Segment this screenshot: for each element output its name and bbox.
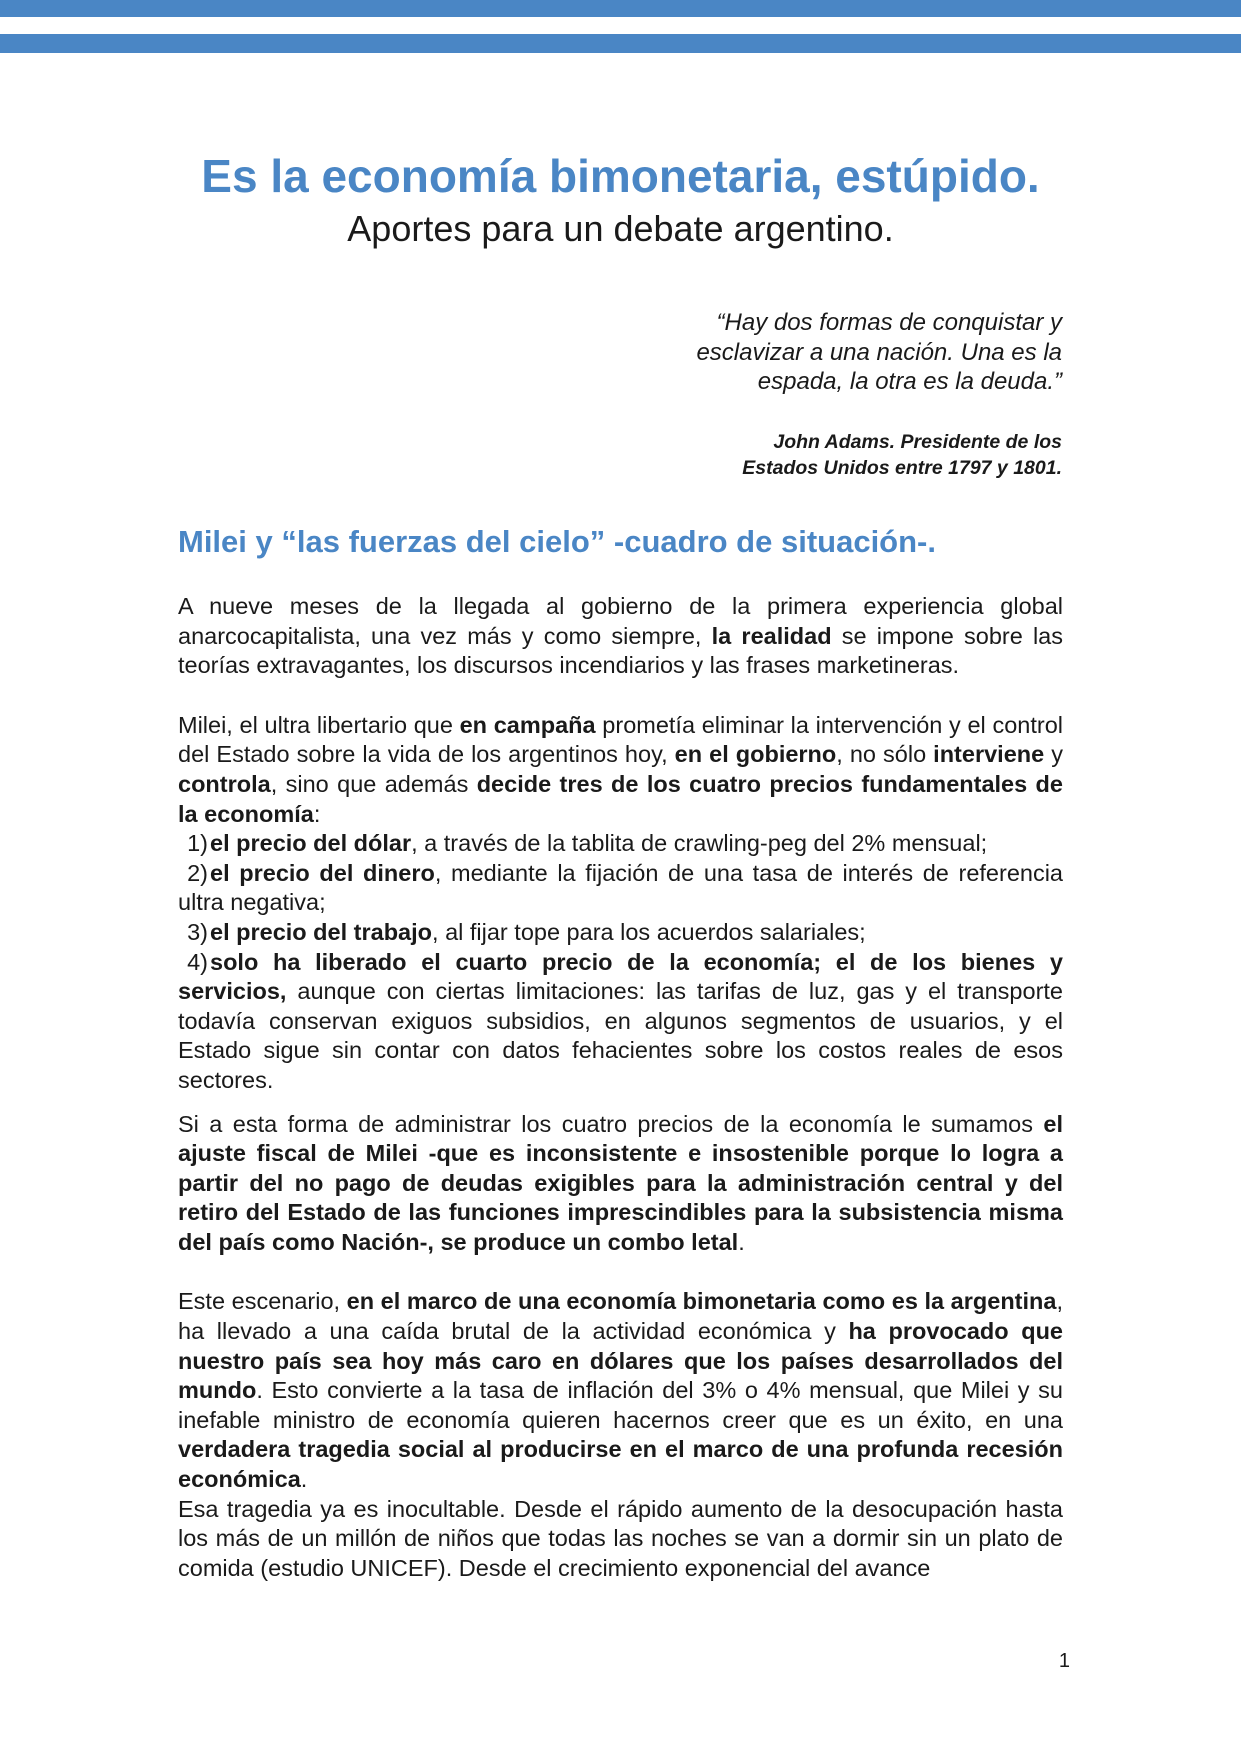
page-number: 1 xyxy=(1058,1650,1070,1672)
text-run: se impone sobre las teorías extravagantes, los discursos incendiarios y las frases marketineras. xyxy=(178,622,1064,679)
list-item-3 xyxy=(178,918,1063,948)
paragraph-4 xyxy=(178,1287,1063,1494)
emphasis-run: decide tres de los cuatro precios fundamentales de la economía xyxy=(178,770,1063,827)
paragraph-3 xyxy=(178,1110,1063,1258)
paragraph-5: Esa tragedia ya es inocultable. Desde el rápido aumento de la desocupación hasta los más de un millón de niños que todas las noches se van a dormir sin un plato de comida (estudio UNICEF). Desde el crecimiento exponencial del avance xyxy=(178,1495,1063,1581)
attribution-line: Estados Unidos entre 1797 y 1801. xyxy=(742,457,1062,479)
text-run: y xyxy=(1044,741,1063,768)
text-run: , sino que además xyxy=(270,770,477,797)
emphasis-run: ha provocado que nuestro país sea hoy más caro en dólares que los países desarrollados del mundo xyxy=(178,1318,1064,1404)
text-run: , a través de la tablita de crawling-peg del 2% mensual; xyxy=(411,830,988,857)
text-run: . xyxy=(300,1466,308,1493)
list-number: 2) xyxy=(187,859,208,886)
epigraph-attribution xyxy=(642,429,1062,481)
emphasis-run: verdadera tragedia social al producirse en el marco de una profunda recesión económica xyxy=(178,1436,1063,1493)
emphasis-run: el ajuste fiscal de Milei -que es inconsistente e insostenible porque lo logra a partir del no pago de deudas exigibles para la administración central y del retiro del Estado de las funciones imprescindibles para la subsistencia misma del país como Nación-, se produce un combo letal xyxy=(178,1110,1063,1255)
body-text xyxy=(178,592,1063,1583)
section-heading: Milei y “las fuerzas del cielo” -cuadro de situación-. xyxy=(178,524,936,559)
emphasis-run: solo ha liberado el cuarto precio de la economía; el de los bienes y servicios, xyxy=(178,948,1063,1005)
epigraph-line: espada, la otra es la deuda.” xyxy=(757,368,1062,395)
paragraph-2 xyxy=(178,711,1063,829)
paragraph-1 xyxy=(178,592,1063,681)
second-accent-bar xyxy=(0,34,1241,53)
emphasis-run: en campaña xyxy=(459,711,596,738)
emphasis-run: controla xyxy=(178,770,271,797)
text-run: A nueve meses de la llegada al gobierno de la primera experiencia global anarcocapitalista, una vez más y como siempre, xyxy=(178,593,1063,649)
top-accent-bar xyxy=(0,0,1241,17)
emphasis-run: el precio del dólar xyxy=(210,830,412,857)
attribution-line: John Adams. Presidente de los xyxy=(773,431,1062,453)
emphasis-run: la realidad xyxy=(711,622,832,649)
list-item-4 xyxy=(178,948,1063,1096)
list-item-2 xyxy=(178,859,1063,918)
text-run: , ha llevado a una caída brutal de la actividad económica y xyxy=(178,1288,1063,1345)
text-run: . Esto convierte a la tasa de inflación del 3% o 4% mensual, que Milei y su inefable ministro de economía quieren hacernos creer que es un éxito, en una xyxy=(178,1377,1063,1433)
epigraph-line: “Hay dos formas de conquistar y xyxy=(716,309,1062,336)
text-run: aunque con ciertas limitaciones: las tarifas de luz, gas y el transporte todavía conservan exiguos subsidios, en algunos segmentos de usuarios, y el Estado sigue sin contar con datos fehacientes sobre los costos reales de esos sectores. xyxy=(178,978,1063,1093)
document-title: Es la economía bimonetaria, estúpido. xyxy=(201,150,1040,202)
emphasis-run: en el gobierno xyxy=(674,741,837,768)
text-run: prometía eliminar la intervención y el control del Estado sobre la vida de los argentinos hoy, xyxy=(178,711,1063,768)
emphasis-run: el precio del dinero xyxy=(210,859,435,886)
text-run: Milei, el ultra libertario que xyxy=(178,711,460,738)
emphasis-run: interviene xyxy=(933,741,1045,768)
document-subtitle: Aportes para un debate argentino. xyxy=(347,208,894,249)
epigraph-quote xyxy=(642,308,1062,397)
list-number: 1) xyxy=(187,830,208,857)
text-run: , al fijar tope para los acuerdos salariales; xyxy=(432,918,866,945)
text-run: Este escenario, xyxy=(178,1288,347,1315)
text-run: , mediante la fijación de una tasa de interés de referencia ultra negativa; xyxy=(178,859,1063,916)
emphasis-run: en el marco de una economía bimonetaria como es la argentina xyxy=(346,1288,1057,1315)
text-run: : xyxy=(313,800,321,827)
epigraph-line: esclavizar a una nación. Una es la xyxy=(696,338,1062,366)
list-item-1 xyxy=(178,829,1063,859)
emphasis-run: el precio del trabajo xyxy=(210,918,433,945)
text-run: , no sólo xyxy=(836,741,934,768)
text-run: . xyxy=(738,1228,745,1255)
text-run: Si a esta forma de administrar los cuatro precios de la economía le sumamos xyxy=(178,1110,1044,1137)
list-number: 4) xyxy=(187,948,208,975)
list-number: 3) xyxy=(187,918,208,945)
